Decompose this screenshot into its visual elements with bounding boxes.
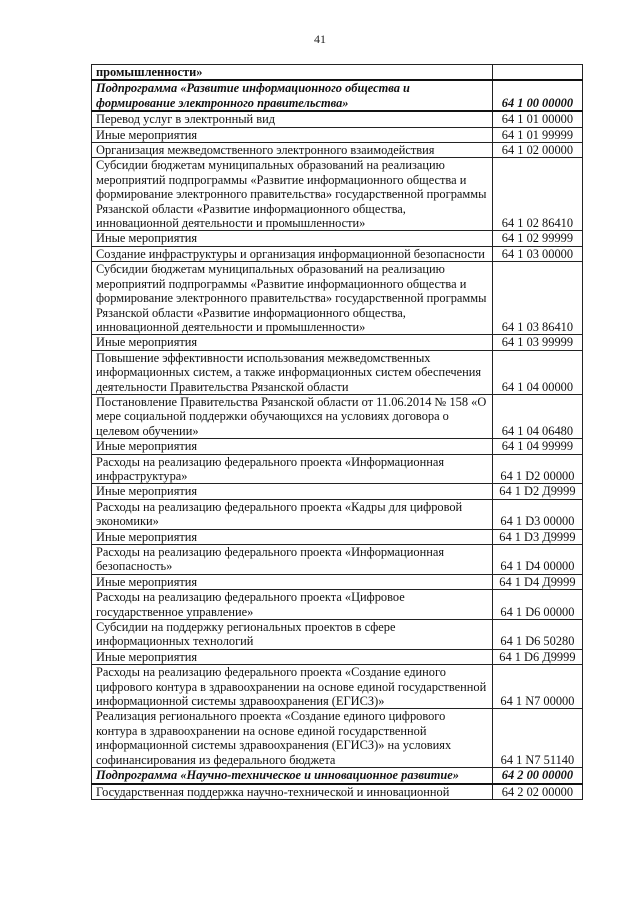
row-name-cell: Расходы на реализацию федерального проекта «Создание единого цифрового контура в здравоохранении на основе единой государственной информационной системы здравоохранения (ЕГИСЗ)» — [92, 665, 493, 709]
table-row — [92, 768, 583, 784]
row-name-cell: Создание инфраструктуры и организация информационной безопасности — [92, 246, 493, 261]
row-name-cell: Субсидии бюджетам муниципальных образований на реализацию мероприятий подпрограммы «Развитие информационного общества и формирование электронного правительства» государственной программы Рязанской области «Развитие информационного общества, инновационной деятельности и промышленности» — [92, 262, 493, 335]
row-code-cell: 64 1 02 99999 — [492, 231, 582, 246]
table-row — [92, 111, 583, 127]
row-code-cell: 64 1 01 99999 — [492, 127, 582, 142]
row-code-cell: 64 1 D2 00000 — [492, 454, 582, 484]
row-name-cell: Расходы на реализацию федерального проекта «Информационная инфраструктура» — [92, 454, 493, 484]
table-row — [92, 246, 583, 261]
table-row — [92, 590, 583, 620]
table-row — [92, 335, 583, 350]
row-name-cell: Иные мероприятия — [92, 335, 493, 350]
row-code-cell: 64 1 00 00000 — [492, 80, 582, 111]
page-number: 41 — [314, 32, 326, 46]
table-row — [92, 65, 583, 81]
table-row — [92, 127, 583, 142]
row-name-cell: Расходы на реализацию федерального проекта «Кадры для цифровой экономики» — [92, 499, 493, 529]
row-code-cell: 64 1 03 86410 — [492, 262, 582, 335]
table-row — [92, 394, 583, 438]
row-code-cell: 64 1 04 00000 — [492, 350, 582, 394]
table-row — [92, 262, 583, 335]
table-row — [92, 574, 583, 589]
row-name-cell: Иные мероприятия — [92, 127, 493, 142]
table-row — [92, 80, 583, 111]
row-code-cell: 64 1 04 99999 — [492, 439, 582, 454]
row-code-cell: 64 1 02 00000 — [492, 143, 582, 158]
table-row — [92, 499, 583, 529]
table-row — [92, 231, 583, 246]
table-body — [92, 65, 583, 800]
table-row — [92, 545, 583, 575]
row-code-cell: 64 1 03 00000 — [492, 246, 582, 261]
row-name-cell: промышленности» — [92, 65, 493, 81]
row-name-cell: Организация межведомственного электронного взаимодействия — [92, 143, 493, 158]
table-row — [92, 784, 583, 800]
table-row — [92, 484, 583, 499]
row-name-cell: Повышение эффективности использования межведомственных информационных систем, а также информационных систем обеспечения деятельности Правительства Рязанской области — [92, 350, 493, 394]
table-row — [92, 665, 583, 709]
row-name-cell: Подпрограмма «Развитие информационного общества и формирование электронного правительства» — [92, 80, 493, 111]
table-row — [92, 143, 583, 158]
table-row — [92, 649, 583, 664]
row-code-cell: 64 1 D6 Д9999 — [492, 649, 582, 664]
row-code-cell — [492, 65, 582, 81]
budget-classification-table — [91, 64, 583, 800]
row-name-cell: Иные мероприятия — [92, 231, 493, 246]
table-row — [92, 709, 583, 768]
row-code-cell: 64 2 02 00000 — [492, 784, 582, 800]
row-code-cell: 64 1 D4 00000 — [492, 545, 582, 575]
row-name-cell: Субсидии бюджетам муниципальных образований на реализацию мероприятий подпрограммы «Развитие информационного общества и формирование электронного правительства» государственной программы Рязанской области «Развитие информационного общества, инновационной деятельности и промышленности» — [92, 158, 493, 231]
row-code-cell: 64 2 00 00000 — [492, 768, 582, 784]
row-code-cell: 64 1 D6 00000 — [492, 590, 582, 620]
row-name-cell: Реализация регионального проекта «Создание единого цифрового контура в здравоохранении на основе единой государственной информационной системы здравоохранения (ЕГИСЗ)» на условиях софинансирования из федерального бюджета — [92, 709, 493, 768]
row-code-cell: 64 1 02 86410 — [492, 158, 582, 231]
row-code-cell: 64 1 D6 50280 — [492, 620, 582, 650]
table-row — [92, 620, 583, 650]
row-name-cell: Перевод услуг в электронный вид — [92, 111, 493, 127]
table-row — [92, 454, 583, 484]
table-row — [92, 350, 583, 394]
row-code-cell: 64 1 D4 Д9999 — [492, 574, 582, 589]
row-name-cell: Расходы на реализацию федерального проекта «Цифровое государственное управление» — [92, 590, 493, 620]
row-name-cell: Расходы на реализацию федерального проекта «Информационная безопасность» — [92, 545, 493, 575]
row-name-cell: Иные мероприятия — [92, 574, 493, 589]
table-row — [92, 158, 583, 231]
row-name-cell: Иные мероприятия — [92, 529, 493, 544]
row-code-cell: 64 1 D2 Д9999 — [492, 484, 582, 499]
row-code-cell: 64 1 01 00000 — [492, 111, 582, 127]
row-name-cell: Подпрограмма «Научно-техническое и инновационное развитие» — [92, 768, 493, 784]
row-code-cell: 64 1 D3 Д9999 — [492, 529, 582, 544]
row-name-cell: Государственная поддержка научно-технической и инновационной — [92, 784, 493, 800]
table-row — [92, 529, 583, 544]
table-row — [92, 439, 583, 454]
row-name-cell: Иные мероприятия — [92, 649, 493, 664]
row-code-cell: 64 1 03 99999 — [492, 335, 582, 350]
row-code-cell: 64 1 D3 00000 — [492, 499, 582, 529]
row-code-cell: 64 1 N7 51140 — [492, 709, 582, 768]
row-name-cell: Субсидии на поддержку региональных проектов в сфере информационных технологий — [92, 620, 493, 650]
row-name-cell: Постановление Правительства Рязанской области от 11.06.2014 № 158 «О мере социальной поддержки обучающихся на условиях договора о целевом обучении» — [92, 394, 493, 438]
row-name-cell: Иные мероприятия — [92, 439, 493, 454]
row-code-cell: 64 1 04 06480 — [492, 394, 582, 438]
row-name-cell: Иные мероприятия — [92, 484, 493, 499]
row-code-cell: 64 1 N7 00000 — [492, 665, 582, 709]
